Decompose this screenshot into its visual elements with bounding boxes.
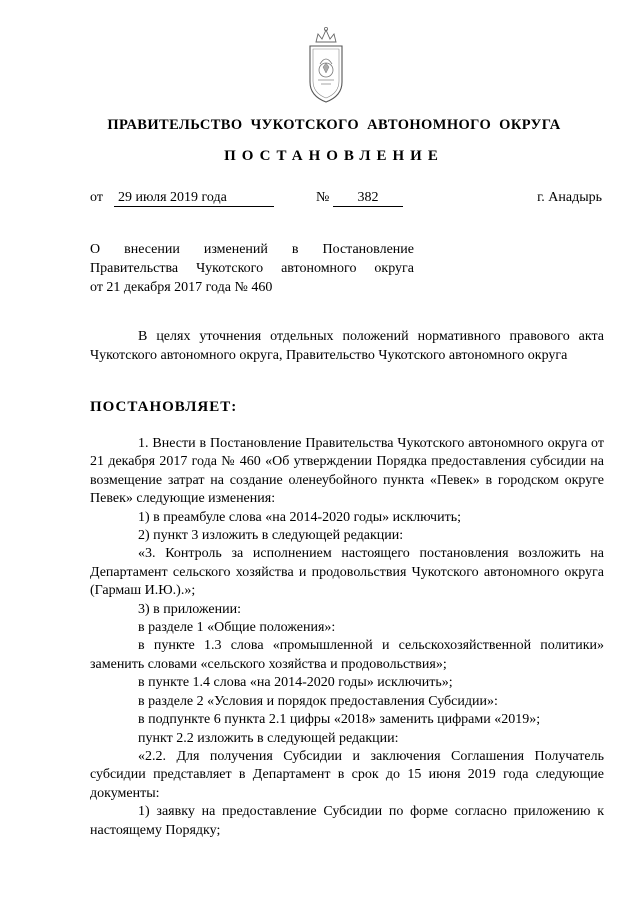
body-paragraph: в подпункте 6 пункта 2.1 цифры «2018» заменить цифрами «2019»; xyxy=(138,712,541,728)
body-paragraph: «2.2. Для получения Субсидии и заключения Соглашения Получатель субсидии представляет в Департамент в срок до 15 июня 2019 года следующие документы: xyxy=(90,748,604,801)
number-label: № xyxy=(316,190,330,205)
date-label: от xyxy=(90,190,103,205)
body-paragraph: в разделе 2 «Условия и порядок предоставления Субсидии»: xyxy=(138,693,498,709)
document-type-heading: ПОСТАНОВЛЕНИЕ xyxy=(224,148,444,164)
subject-line: от 21 декабря 2017 года № 460 xyxy=(90,280,273,295)
government-title: ПРАВИТЕЛЬСТВО ЧУКОТСКОГО АВТОНОМНОГО ОКРУГА xyxy=(107,117,561,133)
body-paragraph: в пункте 1.4 слова «на 2014-2020 годы» исключить»; xyxy=(138,675,453,691)
document-subject xyxy=(90,240,414,297)
document-number: 382 xyxy=(333,190,403,207)
document-date: 29 июля 2019 года xyxy=(114,190,274,207)
body-paragraph: 3) в приложении: xyxy=(138,601,241,617)
subject-line: Правительства Чукотского автономного округа xyxy=(90,261,414,276)
body-paragraph: 1. Внести в Постановление Правительства Чукотского автономного округа от 21 декабря 2017 года № 460 «Об утверждении Порядка предоставления субсидии на возмещение затрат на создание оленеубойного пункта «Певек» в городском округе Певек» следующие изменения: xyxy=(90,436,604,507)
body-paragraph: 1) заявку на предоставление Субсидии по форме согласно приложению к настоящему Порядку; xyxy=(90,804,604,838)
body-paragraph: пункт 2.2 изложить в следующей редакции: xyxy=(138,730,399,746)
resolves-heading: ПОСТАНОВЛЯЕТ: xyxy=(90,399,238,415)
subject-line: О внесении изменений в Постановление xyxy=(90,242,414,257)
preamble-paragraph: В целях уточнения отдельных положений нормативного правового акта Чукотского автономного округа, Правительство Чукотского автономного округа xyxy=(90,329,604,363)
body-paragraph: «3. Контроль за исполнением настоящего постановления возложить на Департамент сельского хозяйства и продовольствия Чукотского автономного округа (Гармаш И.Ю.).»; xyxy=(90,546,604,599)
coat-of-arms-emblem xyxy=(304,24,348,106)
body-paragraph: в разделе 1 «Общие положения»: xyxy=(138,620,336,636)
document-city: г. Анадырь xyxy=(537,190,602,205)
document-body xyxy=(90,435,604,840)
body-paragraph: в пункте 1.3 слова «промышленной и сельскохозяйственной политики» заменить словами «сельского хозяйства и продовольствия»; xyxy=(90,638,604,672)
body-paragraph: 1) в преамбуле слова «на 2014-2020 годы» исключить; xyxy=(138,509,461,525)
body-paragraph: 2) пункт 3 изложить в следующей редакции: xyxy=(138,528,404,544)
